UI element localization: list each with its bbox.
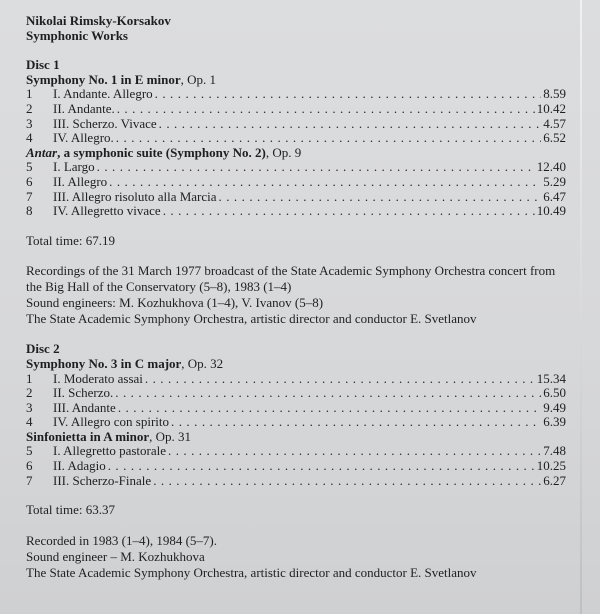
track-number: 3 <box>26 115 33 131</box>
dot-leader <box>153 474 541 489</box>
disc-2-label: Disc 2 <box>26 341 60 357</box>
track-duration: 5.29 <box>543 173 566 189</box>
track-number: 1 <box>26 86 33 102</box>
track-row <box>26 102 566 117</box>
track-duration: 10.49 <box>536 203 566 219</box>
track-title: II. Allegro <box>53 173 108 189</box>
track-row <box>26 444 566 459</box>
disc-2-work-1-title <box>26 357 566 372</box>
work-opus: , Op. 9 <box>265 144 302 160</box>
track-row <box>26 160 566 175</box>
track-title: III. Andante <box>53 399 116 415</box>
dot-leader <box>163 204 535 219</box>
track-row <box>26 415 566 430</box>
track-title: II. Andante. <box>53 100 115 116</box>
track-duration: 9.49 <box>543 399 566 415</box>
dot-leader <box>145 372 535 387</box>
dot-leader <box>116 131 541 146</box>
disc-1-label: Disc 1 <box>26 57 60 73</box>
track-number: 3 <box>26 399 33 415</box>
track-title: I. Andante. Allegro <box>53 86 153 102</box>
dot-leader <box>118 401 541 416</box>
track-duration: 4.57 <box>543 115 566 131</box>
track-duration: 7.48 <box>543 443 566 459</box>
track-duration: 10.42 <box>536 100 566 116</box>
disc-1-work-1-title <box>26 73 566 88</box>
track-row <box>26 117 566 132</box>
disc-1-sound-engineers: Sound engineers: M. Kozhukhova (1–4), V. Ivanov (5–8) <box>26 295 324 311</box>
track-number: 7 <box>26 472 33 488</box>
track-number: 2 <box>26 385 33 401</box>
dot-leader <box>168 444 541 459</box>
collection-title: Symphonic Works <box>26 27 128 43</box>
track-duration: 15.34 <box>536 370 566 386</box>
track-duration: 6.52 <box>543 130 566 146</box>
work-title: Symphony No. 1 in E minor <box>26 71 181 87</box>
track-title: II. Scherzo. <box>53 385 114 401</box>
dot-leader <box>117 102 535 117</box>
track-title: I. Moderato assai <box>53 370 143 386</box>
dot-leader <box>159 117 542 132</box>
disc-2-total-time: Total time: 63.37 <box>26 502 115 518</box>
dot-leader <box>115 386 541 401</box>
track-number: 6 <box>26 458 33 474</box>
track-duration: 6.50 <box>543 385 566 401</box>
work-title: , a symphonic suite (Symphony No. 2) <box>57 144 266 160</box>
track-title: II. Adagio <box>53 458 106 474</box>
track-row <box>26 175 566 190</box>
dot-leader <box>219 190 542 205</box>
track-row <box>26 401 566 416</box>
track-number: 6 <box>26 173 33 189</box>
track-number: 7 <box>26 188 33 204</box>
track-duration: 12.40 <box>536 159 566 175</box>
track-number: 5 <box>26 159 33 175</box>
track-duration: 10.25 <box>536 458 566 474</box>
track-row <box>26 372 566 387</box>
track-number: 4 <box>26 414 33 430</box>
disc-1-total-time: Total time: 67.19 <box>26 232 115 248</box>
work-opus: , Op. 1 <box>180 71 216 87</box>
track-row <box>26 204 566 219</box>
track-row <box>26 131 566 146</box>
track-number: 8 <box>26 203 33 219</box>
track-row <box>26 386 566 401</box>
composer-name: Nikolai Rimsky-Korsakov <box>26 13 171 28</box>
track-row <box>26 190 566 205</box>
dot-leader <box>109 175 541 190</box>
page-fold <box>580 0 582 614</box>
work-opus: , Op. 31 <box>149 428 192 444</box>
work-title-italic: Antar <box>26 144 58 160</box>
work-title: Symphony No. 3 in C major <box>26 355 182 371</box>
track-number: 1 <box>26 370 33 386</box>
track-number: 5 <box>26 443 33 459</box>
track-duration: 6.47 <box>543 188 566 204</box>
track-title: III. Scherzo. Vivace <box>53 115 157 131</box>
disc-2-work-2-title <box>26 430 566 445</box>
track-number: 4 <box>26 130 33 146</box>
dot-leader <box>97 160 535 175</box>
disc-1-performers: The State Academic Symphony Orchestra, artistic director and conductor E. Svetlanov <box>26 311 477 327</box>
track-row <box>26 459 566 474</box>
track-title: IV. Allegretto vivace <box>53 203 161 219</box>
disc-2-performers: The State Academic Symphony Orchestra, artistic director and conductor E. Svetlanov <box>26 564 477 580</box>
tracklist-content <box>26 14 566 581</box>
disc-1-recording-note: Recordings of the 31 March 1977 broadcast of the State Academic Symphony Orchestra concert from the Big Hall of the Conservatory (5–8), 1983 (1–4) <box>26 263 556 295</box>
dot-leader <box>155 87 542 102</box>
track-title: IV. Allegro con spirito <box>53 414 170 430</box>
dot-leader <box>108 459 535 474</box>
track-title: I. Largo <box>53 159 95 175</box>
track-row <box>26 474 566 489</box>
track-duration: 6.39 <box>543 414 566 430</box>
disc-2-sound-engineer: Sound engineer – M. Kozhukhova <box>26 548 205 564</box>
dot-leader <box>171 415 541 430</box>
track-title: IV. Allegro. <box>53 130 114 146</box>
work-title: Sinfonietta in A minor <box>26 428 150 444</box>
disc-2-recording-note: Recorded in 1983 (1–4), 1984 (5–7). <box>26 532 217 548</box>
track-row <box>26 87 566 102</box>
work-opus: , Op. 32 <box>181 355 224 371</box>
track-title: I. Allegretto pastorale <box>53 443 166 459</box>
track-title: III. Allegro risoluto alla Marcia <box>53 188 217 204</box>
track-duration: 6.27 <box>543 472 566 488</box>
track-duration: 8.59 <box>543 86 566 102</box>
track-number: 2 <box>26 100 33 116</box>
disc-1-work-2-title <box>26 146 566 161</box>
track-title: III. Scherzo-Finale <box>53 472 152 488</box>
